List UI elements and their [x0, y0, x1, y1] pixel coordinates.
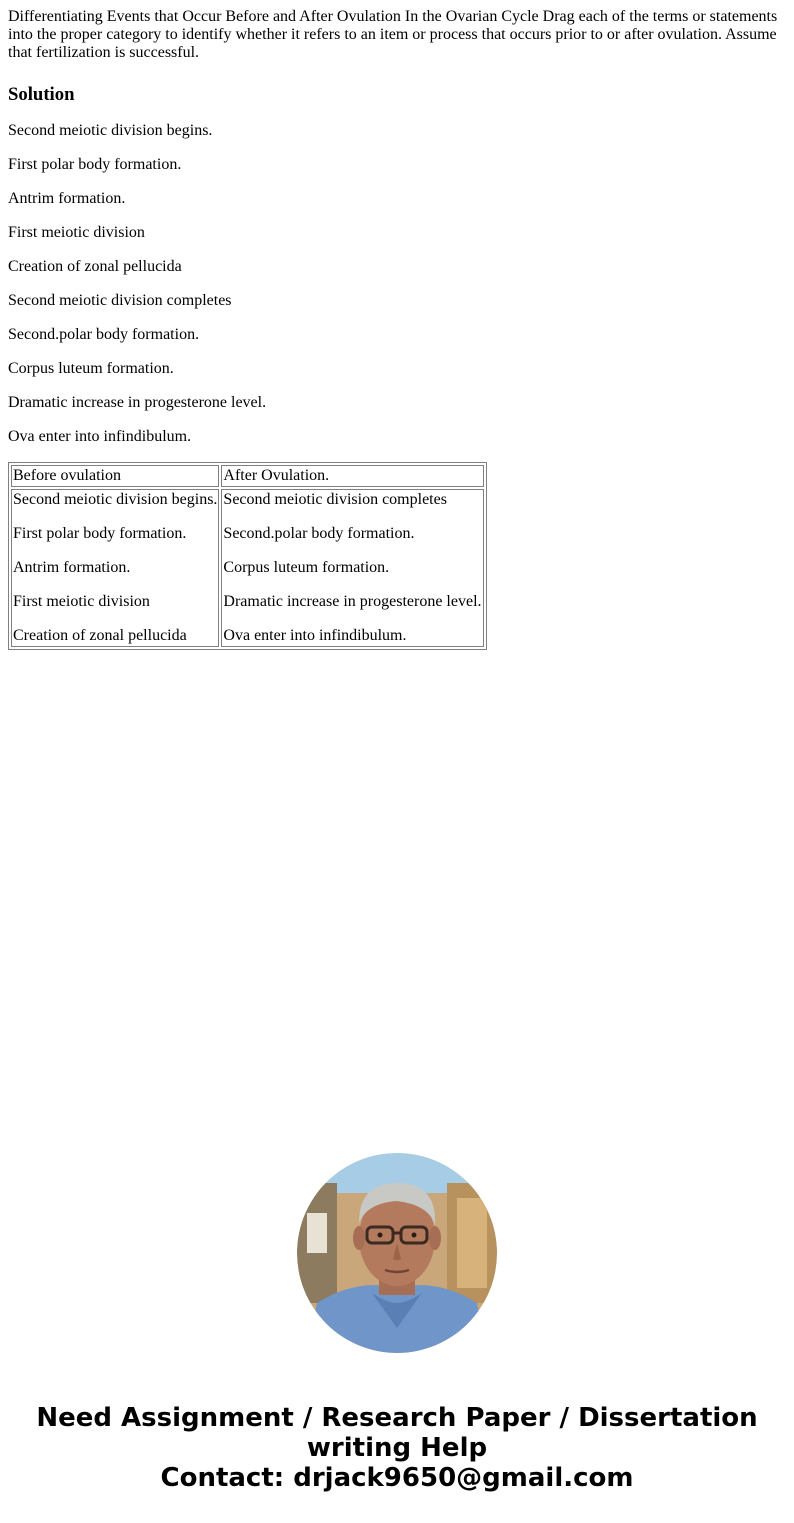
comparison-table: [8, 462, 487, 650]
after-item: Second.polar body formation.: [223, 525, 415, 542]
contact-line-1: Need Assignment / Research Paper / Dissertation: [36, 1403, 758, 1433]
solution-item: Antrim formation.: [8, 190, 126, 207]
table-row: [11, 489, 484, 647]
solution-item: Ova enter into infindibulum.: [8, 428, 192, 445]
after-item: Ova enter into infindibulum.: [223, 627, 407, 644]
question-text: Differentiating Events that Occur Before and After Ovulation In the Ovarian Cycle Drag each of the terms or statements into the proper category to identify whether it refers to an item or process that occurs prior to or after ovulation. Assume that fertilization is successful.: [8, 8, 778, 61]
solution-item: Second meiotic division completes: [8, 292, 232, 309]
before-item: First meiotic division: [13, 593, 150, 610]
before-item: Creation of zonal pellucida: [13, 627, 187, 644]
contact-line-2: writing Help: [306, 1433, 488, 1463]
solution-item: First polar body formation.: [8, 156, 182, 173]
contact-email: Contact: drjack9650@gmail.com: [160, 1463, 634, 1493]
before-item: Second meiotic division begins.: [13, 491, 218, 508]
solution-item: Dramatic increase in progesterone level.: [8, 394, 267, 411]
solution-list: [8, 122, 786, 446]
avatar: [297, 1153, 497, 1353]
before-item: First polar body formation.: [13, 525, 187, 542]
solution-item: Corpus luteum formation.: [8, 360, 174, 377]
solution-item: Second.polar body formation.: [8, 326, 200, 343]
solution-item: Creation of zonal pellucida: [8, 258, 182, 275]
solution-item: First meiotic division: [8, 224, 145, 241]
solution-item: Second meiotic division begins.: [8, 122, 213, 139]
person-portrait-icon: [297, 1153, 497, 1353]
contact-banner: [0, 1403, 794, 1493]
after-item: Second meiotic division completes: [223, 491, 447, 508]
table-header-row: [11, 465, 484, 487]
after-item: Dramatic increase in progesterone level.: [223, 593, 482, 610]
document-content: [8, 8, 786, 650]
before-ovulation-cell: [11, 489, 219, 647]
header-before-ovulation: Before ovulation: [11, 465, 219, 487]
after-item: Corpus luteum formation.: [223, 559, 390, 576]
solution-heading: Solution: [8, 84, 75, 105]
header-after-ovulation: After Ovulation.: [221, 465, 483, 487]
after-ovulation-cell: [221, 489, 483, 647]
before-item: Antrim formation.: [13, 559, 131, 576]
